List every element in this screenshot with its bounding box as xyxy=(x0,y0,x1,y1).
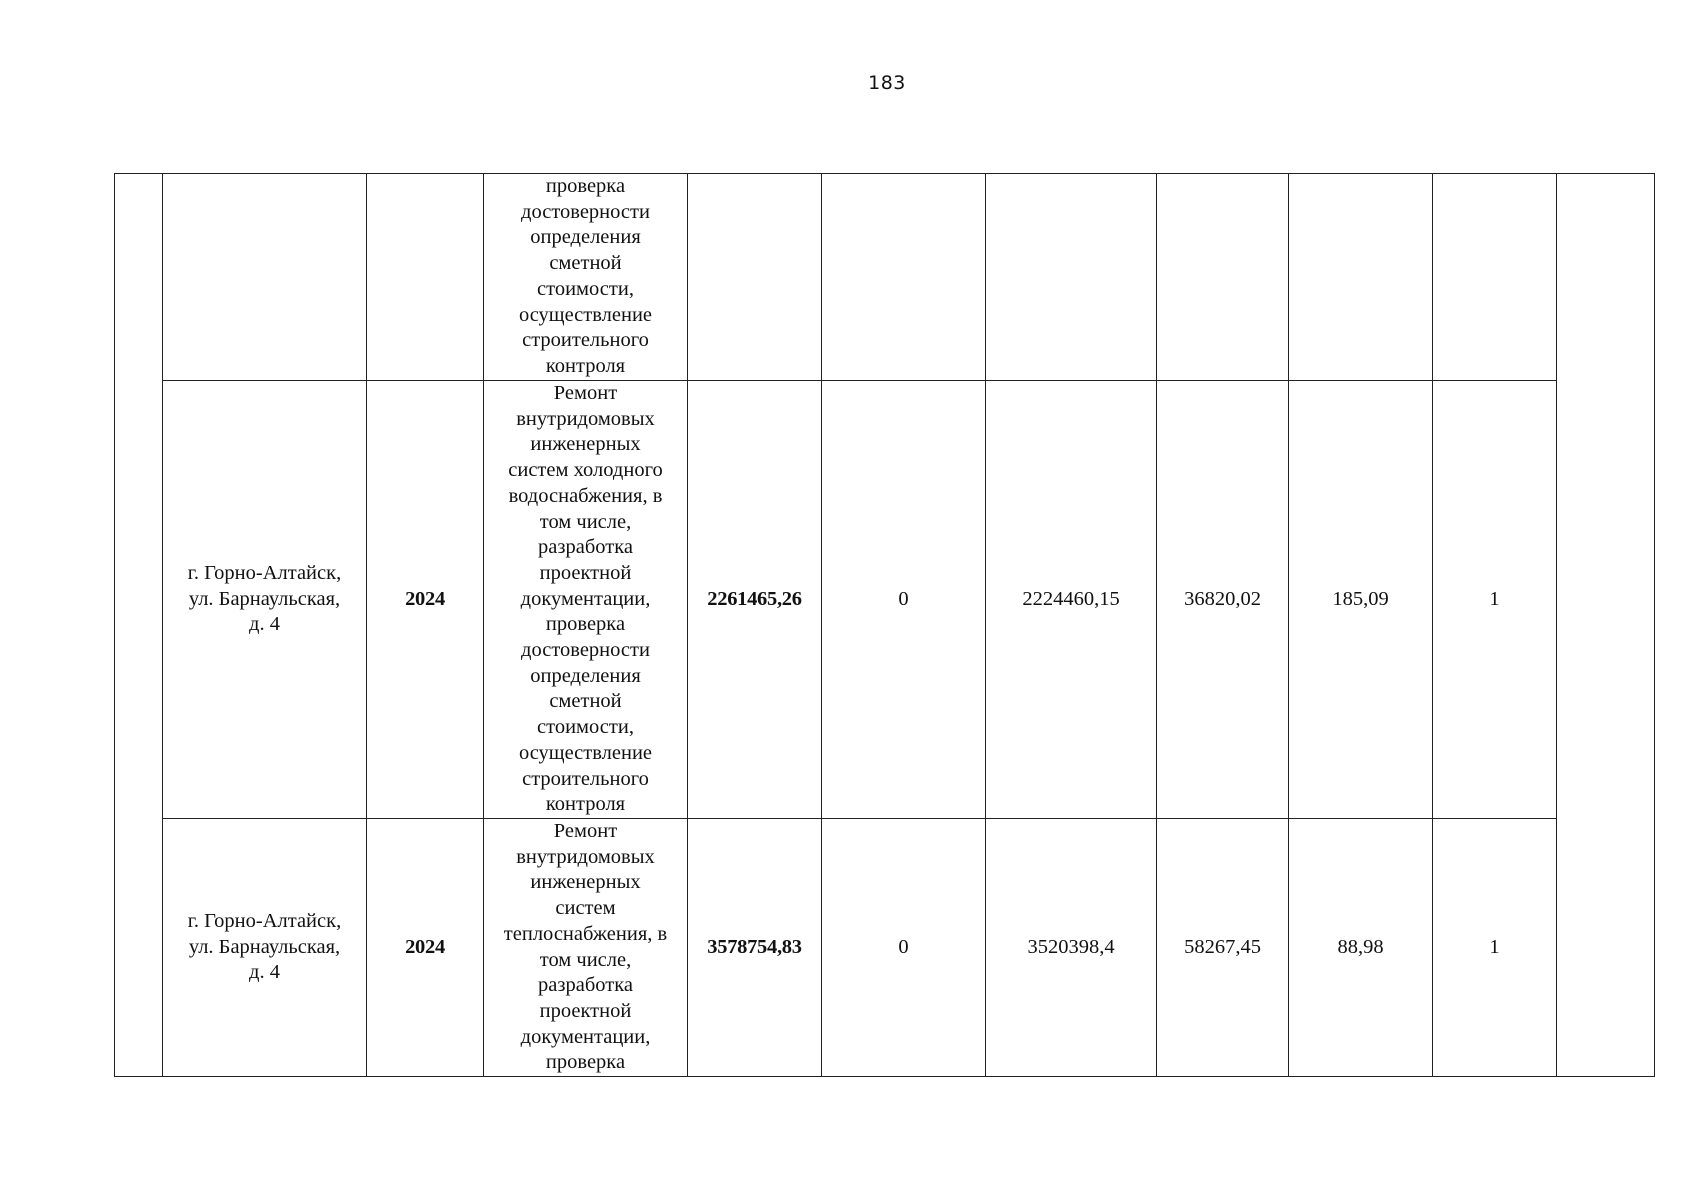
value-cell: 0 xyxy=(822,819,986,1077)
work-line: сметной xyxy=(549,690,622,713)
work-line: осуществление xyxy=(518,741,653,764)
work-line: внутридомовых xyxy=(516,407,655,430)
work-line: документации, xyxy=(520,587,651,610)
work-line: строительного xyxy=(522,767,649,790)
year-cell: 2024 xyxy=(367,381,484,819)
value-cell: 0 xyxy=(822,381,986,819)
work-line: разработка xyxy=(538,974,633,997)
value-cell xyxy=(1433,174,1557,381)
work-line: проверка xyxy=(545,1051,626,1074)
table-row xyxy=(115,819,1655,1077)
address-cell xyxy=(163,174,367,381)
address-line: ул. Барнаульская, xyxy=(188,935,341,958)
work-line: документации, xyxy=(520,1025,651,1048)
work-line: внутридомовых xyxy=(516,845,655,868)
value-cell xyxy=(822,174,986,381)
value-cell xyxy=(1289,174,1433,381)
work-line: инженерных xyxy=(530,433,641,456)
value-cell: 36820,02 xyxy=(1157,381,1289,819)
value-cell: 185,09 xyxy=(1289,381,1433,819)
work-line: контроля xyxy=(545,793,626,816)
total-cost-cell xyxy=(688,174,822,381)
address-line: г. Горно-Алтайск, xyxy=(187,909,342,932)
work-line: достоверности xyxy=(521,200,650,223)
address-line: д. 4 xyxy=(249,961,280,984)
year-cell: 2024 xyxy=(367,819,484,1077)
work-line: водоснабжения, в xyxy=(508,484,663,507)
work-line: том числе, xyxy=(539,948,632,971)
value-cell: 88,98 xyxy=(1289,819,1433,1077)
work-line: том числе, xyxy=(539,510,632,533)
value-cell: 1 xyxy=(1433,819,1557,1077)
value-cell: 58267,45 xyxy=(1157,819,1289,1077)
address-cell xyxy=(163,819,367,1077)
work-line: сметной xyxy=(549,252,622,275)
value-cell xyxy=(986,174,1157,381)
work-description-cell xyxy=(484,381,688,819)
work-line: систем xyxy=(555,897,616,920)
work-line: инженерных xyxy=(530,871,641,894)
work-line: строительного xyxy=(522,329,649,352)
value-cell xyxy=(1157,174,1289,381)
work-line: контроля xyxy=(545,354,626,377)
repair-schedule-table xyxy=(114,173,1655,1077)
work-line: стоимости, xyxy=(537,716,634,739)
work-line: проверка xyxy=(545,613,626,636)
work-line: проверка xyxy=(545,175,626,197)
total-cost-cell: 3578754,83 xyxy=(688,819,822,1077)
work-line: осуществление xyxy=(518,303,653,326)
table-row xyxy=(115,381,1655,819)
work-line: разработка xyxy=(538,536,633,559)
work-line: определения xyxy=(530,226,641,249)
work-description-cell xyxy=(484,819,688,1077)
address-line: д. 4 xyxy=(249,613,280,636)
address-line: г. Горно-Алтайск, xyxy=(187,561,342,584)
work-line: теплоснабжения, в xyxy=(503,922,668,945)
value-cell: 1 xyxy=(1433,381,1557,819)
value-cell: 3520398,4 xyxy=(986,819,1157,1077)
year-cell xyxy=(367,174,484,381)
address-cell xyxy=(163,381,367,819)
index-cell xyxy=(115,174,163,1077)
work-line: проектной xyxy=(539,999,632,1022)
work-description-cell xyxy=(484,174,688,381)
trailing-cell xyxy=(1557,174,1655,1077)
work-line: Ремонт xyxy=(553,820,618,842)
page-number: 183 xyxy=(868,72,906,94)
address-line: ул. Барнаульская, xyxy=(188,587,341,610)
work-line: достоверности xyxy=(521,639,650,662)
value-cell: 2224460,15 xyxy=(986,381,1157,819)
work-line: определения xyxy=(530,664,641,687)
work-line: проектной xyxy=(539,561,632,584)
table-row xyxy=(115,174,1655,381)
work-line: Ремонт xyxy=(553,382,618,405)
total-cost-cell: 2261465,26 xyxy=(688,381,822,819)
work-line: систем холодного xyxy=(508,459,663,482)
work-line: стоимости, xyxy=(537,277,634,300)
